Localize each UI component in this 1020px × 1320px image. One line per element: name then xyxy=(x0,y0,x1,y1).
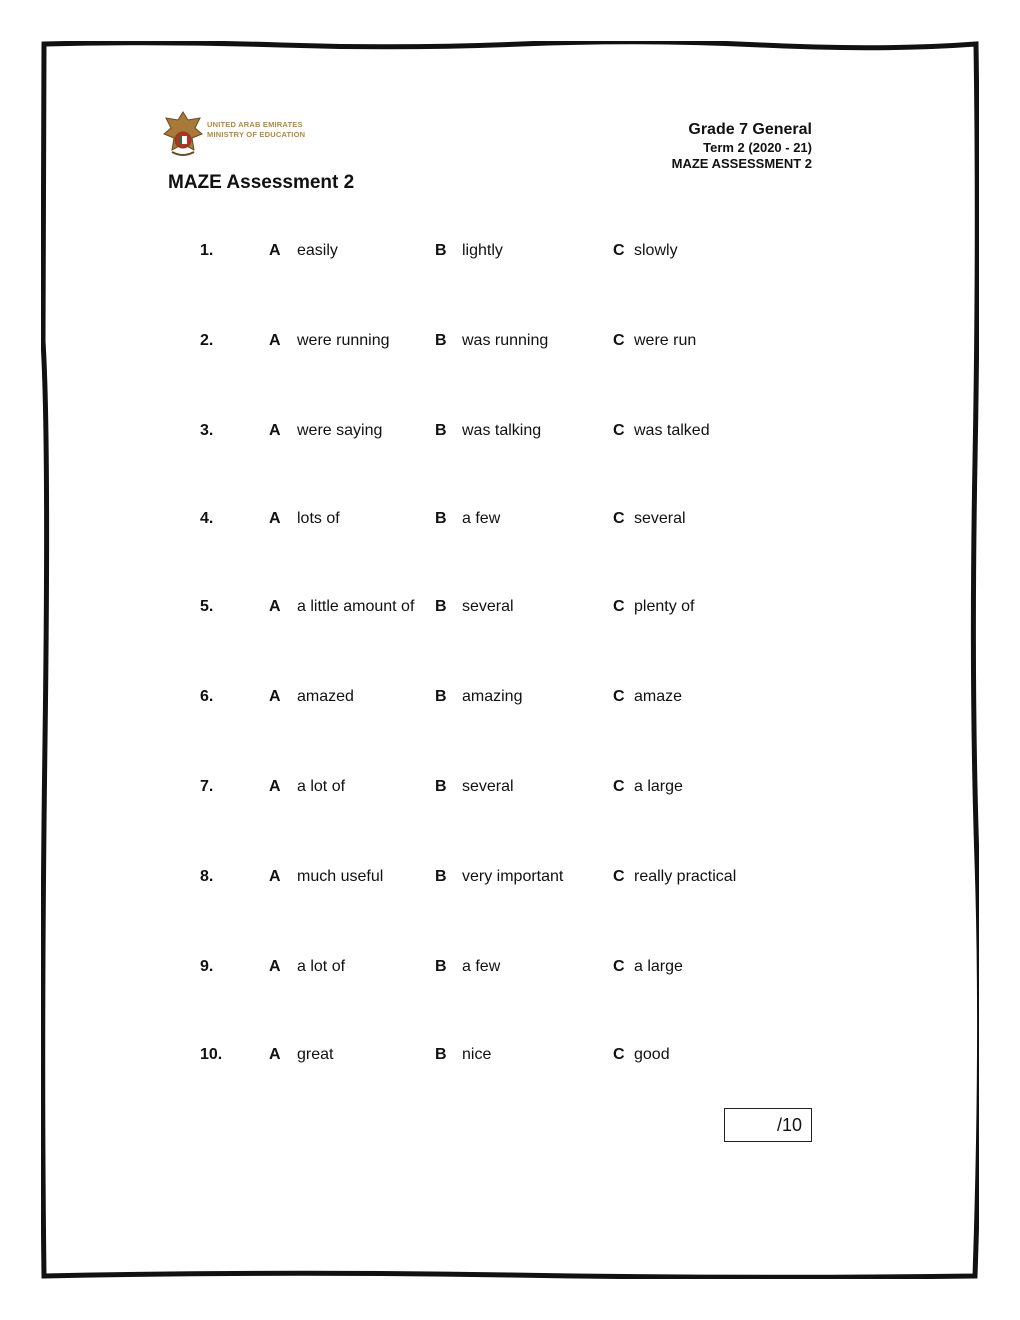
option-c-text: was talked xyxy=(634,422,710,439)
question-row xyxy=(0,332,1020,356)
option-b-letter: B xyxy=(435,510,447,527)
option-c-letter: C xyxy=(613,688,625,705)
option-b-letter: B xyxy=(435,598,447,615)
option-b-text: was talking xyxy=(462,422,542,439)
option-c-text: good xyxy=(634,1046,670,1063)
option-c-letter: C xyxy=(613,778,625,795)
option-b-letter: B xyxy=(435,1046,447,1063)
question-number: 8. xyxy=(200,868,214,885)
question-row xyxy=(0,688,1020,712)
term-label: Term 2 (2020 - 21) xyxy=(703,140,812,155)
option-a-letter: A xyxy=(269,510,281,527)
question-number: 1. xyxy=(200,242,214,259)
assessment-label: MAZE ASSESSMENT 2 xyxy=(671,156,812,171)
option-b-text: very important xyxy=(462,868,564,885)
question-row xyxy=(0,868,1020,892)
option-c-text: really practical xyxy=(634,868,737,885)
option-a-letter: A xyxy=(269,422,281,439)
question-number: 6. xyxy=(200,688,214,705)
option-a-letter: A xyxy=(269,598,281,615)
option-c-letter: C xyxy=(613,1046,625,1063)
grade-label: Grade 7 General xyxy=(688,121,812,138)
question-number: 7. xyxy=(200,778,214,795)
option-a-text: a lot of xyxy=(297,958,346,975)
option-a-text: a little amount of xyxy=(297,598,415,615)
option-a-letter: A xyxy=(269,868,281,885)
option-a-text: much useful xyxy=(297,868,384,885)
option-b-text: a few xyxy=(462,958,501,975)
option-c-letter: C xyxy=(613,242,625,259)
question-number: 9. xyxy=(200,958,214,975)
option-a-text: amazed xyxy=(297,688,354,705)
option-a-letter: A xyxy=(269,688,281,705)
option-c-letter: C xyxy=(613,332,625,349)
question-number: 10. xyxy=(200,1046,223,1063)
option-c-text: were run xyxy=(634,332,697,349)
option-b-letter: B xyxy=(435,868,447,885)
option-c-text: a large xyxy=(634,958,683,975)
question-row xyxy=(0,422,1020,446)
option-b-text: lightly xyxy=(462,242,503,259)
question-row xyxy=(0,958,1020,982)
option-a-text: a lot of xyxy=(297,778,346,795)
option-c-letter: C xyxy=(613,868,625,885)
option-b-letter: B xyxy=(435,958,447,975)
question-number: 3. xyxy=(200,422,214,439)
question-row xyxy=(0,598,1020,622)
question-row xyxy=(0,242,1020,266)
option-c-letter: C xyxy=(613,958,625,975)
uae-emblem-logo xyxy=(162,110,204,158)
option-b-text: nice xyxy=(462,1046,492,1063)
header-info xyxy=(672,120,812,172)
option-c-text: a large xyxy=(634,778,683,795)
option-b-text: several xyxy=(462,598,514,615)
question-number: 4. xyxy=(200,510,214,527)
ministry-name xyxy=(207,120,305,140)
option-b-text: several xyxy=(462,778,514,795)
question-row xyxy=(0,510,1020,534)
option-b-letter: B xyxy=(435,778,447,795)
option-b-text: was running xyxy=(462,332,549,349)
score-box xyxy=(724,1108,812,1142)
option-b-letter: B xyxy=(435,332,447,349)
option-c-text: slowly xyxy=(634,242,678,259)
option-a-text: great xyxy=(297,1046,334,1063)
option-a-letter: A xyxy=(269,1046,281,1063)
option-a-letter: A xyxy=(269,332,281,349)
option-c-letter: C xyxy=(613,598,625,615)
option-a-text: were running xyxy=(297,332,390,349)
option-c-letter: C xyxy=(613,422,625,439)
score-total: /10 xyxy=(776,1114,802,1135)
option-a-letter: A xyxy=(269,242,281,259)
question-row xyxy=(0,778,1020,802)
org-line-2: MINISTRY OF EDUCATION xyxy=(207,130,306,139)
option-b-text: a few xyxy=(462,510,501,527)
option-b-letter: B xyxy=(435,688,447,705)
option-a-letter: A xyxy=(269,958,281,975)
page-title: MAZE Assessment 2 xyxy=(168,172,355,193)
question-row xyxy=(0,1046,1020,1070)
option-c-text: amaze xyxy=(634,688,683,705)
option-b-text: amazing xyxy=(462,688,523,705)
option-a-text: lots of xyxy=(297,510,340,527)
option-c-letter: C xyxy=(613,510,625,527)
question-number: 2. xyxy=(200,332,214,349)
option-a-letter: A xyxy=(269,778,281,795)
question-number: 5. xyxy=(200,598,214,615)
option-c-text: plenty of xyxy=(634,598,695,615)
option-a-text: easily xyxy=(297,242,338,259)
org-line-1: UNITED ARAB EMIRATES xyxy=(207,120,303,129)
option-b-letter: B xyxy=(435,422,447,439)
option-a-text: were saying xyxy=(297,422,383,439)
option-c-text: several xyxy=(634,510,686,527)
option-b-letter: B xyxy=(435,242,447,259)
page-border xyxy=(41,41,979,1279)
